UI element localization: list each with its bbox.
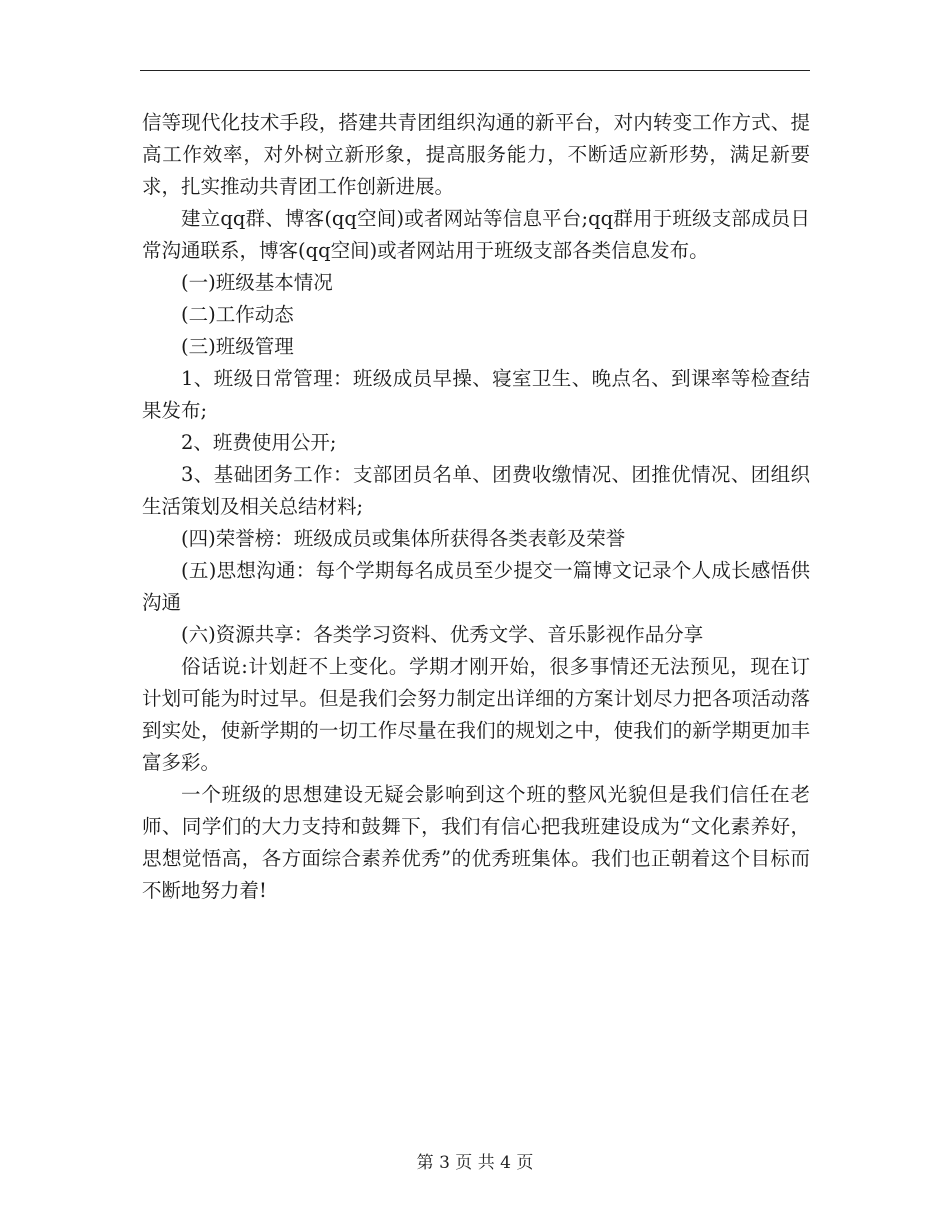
header-rule [140, 70, 810, 71]
list-item-class-fee: 2、班费使用公开; [181, 431, 337, 454]
list-item-daily-management: 1、班级日常管理：班级成员早操、寝室卫生、晚点名、到课率等检查结果发布; [142, 367, 810, 422]
section-basic-info: (一)班级基本情况 [181, 271, 333, 294]
section-work-updates: (二)工作动态 [181, 303, 294, 326]
section-class-management: (三)班级管理 [181, 335, 294, 358]
paragraph-conclusion: 一个班级的思想建设无疑会影响到这个班的整风光貌但是我们信任在老师、同学们的大力支持和鼓舞下，我们有信心把我班建设成为“文化素养好，思想觉悟高，各方面综合素养优秀”的优秀班集体。我们也正朝着这个目标而不断地努力着! [142, 783, 810, 902]
list-item-league-affairs: 3、基础团务工作：支部团员名单、团费收缴情况、团推优情况、团组织生活策划及相关总结材料; [142, 463, 810, 518]
section-resource-sharing: (六)资源共享：各类学习资料、优秀文学、音乐影视作品分享 [181, 623, 704, 646]
page-footer: 第 3 页 共 4 页 [416, 1153, 534, 1173]
section-thought-exchange: (五)思想沟通：每个学期每名成员至少提交一篇博文记录个人成长感悟供沟通 [142, 559, 810, 614]
paragraph-continuation: 信等现代化技术手段，搭建共青团组织沟通的新平台，对内转变工作方式、提高工作效率，对外树立新形象，提高服务能力，不断适应新形势，满足新要求，扎实推动共青团工作创新进展。 [142, 111, 810, 198]
paragraph-planning: 俗话说:计划赶不上变化。学期才刚开始，很多事情还无法预见，现在订计划可能为时过早。但是我们会努力制定出详细的方案计划尽力把各项活动落到实处，使新学期的一切工作尽量在我们的规划之中，使我们的新学期更加丰富多彩。 [142, 655, 810, 774]
document-body [142, 107, 810, 907]
paragraph-info-platform: 建立qq群、博客(qq空间)或者网站等信息平台;qq群用于班级支部成员日常沟通联系，博客(qq空间)或者网站用于班级支部各类信息发布。 [142, 207, 810, 262]
section-honor-roll: (四)荣誉榜：班级成员或集体所获得各类表彰及荣誉 [181, 527, 626, 550]
